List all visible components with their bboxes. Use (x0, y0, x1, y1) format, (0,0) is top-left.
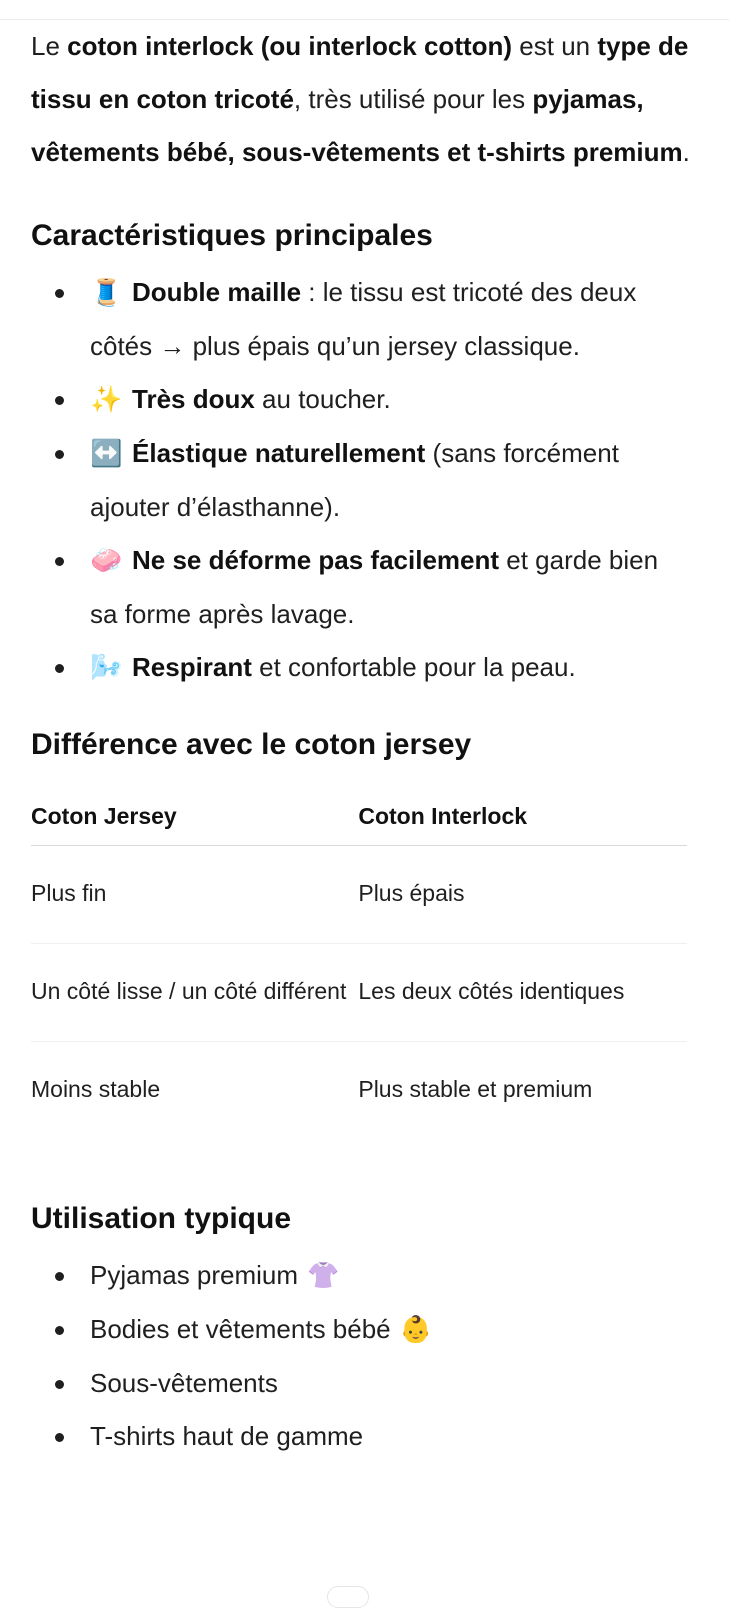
bullet-dot (55, 1433, 64, 1442)
sparkles-icon: ✨ (90, 385, 123, 415)
scroll-to-bottom-button[interactable] (327, 1586, 369, 1608)
tshirt-icon: 👚 (307, 1261, 340, 1291)
wind-icon: 🌬️ (90, 653, 123, 683)
intro-text: est un (512, 31, 598, 61)
cell-jersey: Plus fin (31, 846, 358, 944)
list-item-text: (sans forcément ajouter d’élasthanne). (90, 438, 619, 522)
list-item (31, 427, 691, 534)
list-item-text: Bodies et vêtements bébé (90, 1314, 398, 1344)
bullet-dot (55, 1272, 64, 1281)
list-item (31, 534, 691, 641)
caracteristiques-list (31, 266, 691, 695)
cell-interlock: Plus épais (358, 846, 687, 944)
table-header-row (31, 785, 687, 846)
section-heading-difference: Différence avec le coton jersey (31, 728, 472, 761)
bullet-dot (55, 557, 64, 566)
intro-text: Le (31, 31, 68, 61)
list-item-text: : le tissu est tricoté des deux côtés → plus épais qu’un jersey classique. (90, 277, 637, 361)
utilisation-list (31, 1249, 691, 1463)
column-header-interlock: Coton Interlock (358, 785, 687, 846)
list-item-bold: Respirant (132, 652, 252, 682)
list-item-text: au toucher. (254, 384, 391, 414)
list-item-bold: Très doux (132, 384, 255, 414)
section-heading-caracteristiques: Caractéristiques principales (31, 219, 433, 252)
intro-paragraph (31, 20, 691, 179)
cell-interlock: Plus stable et premium (358, 1076, 593, 1102)
intro-bold: pyjamas, vêtements bébé, sous-vêtements et t-shirts premium (31, 84, 683, 167)
intro-text: . (682, 137, 690, 167)
bullet-dot (55, 289, 64, 298)
bullet-dot (55, 1380, 64, 1389)
bullet-dot (55, 1326, 64, 1335)
table-row (31, 1042, 687, 1140)
intro-bold: type de tissu en coton tricoté (31, 31, 689, 114)
bullet-dot (55, 396, 64, 405)
list-item (31, 1410, 691, 1463)
section-heading-utilisation: Utilisation typique (31, 1202, 292, 1235)
bullet-dot (55, 450, 64, 459)
thread-spool-icon: 🧵 (90, 278, 123, 308)
table-row (31, 846, 687, 944)
list-item-text: et garde bien sa forme après lavage. (90, 545, 659, 629)
left-right-arrow-icon: ↔️ (90, 439, 123, 469)
list-item-bold: Double maille (132, 277, 302, 307)
list-item-text: et confortable pour la peau. (251, 652, 576, 682)
list-item (31, 266, 691, 373)
list-item (31, 641, 691, 695)
list-item (31, 1249, 691, 1303)
list-item-text: Pyjamas premium (90, 1260, 306, 1290)
list-item-bold: Ne se déforme pas facilement (132, 545, 500, 575)
cell-jersey: Moins stable (31, 1076, 161, 1102)
list-item (31, 1357, 691, 1410)
list-item-bold: Élastique naturellement (132, 438, 426, 468)
intro-bold: coton interlock (ou interlock cotton) (67, 31, 513, 61)
list-item-text: Sous-vêtements (90, 1368, 278, 1398)
table-row (31, 944, 687, 1042)
cell-jersey: Un côté lisse / un côté différent (31, 944, 358, 1042)
list-item-text: T-shirts haut de gamme (90, 1421, 364, 1451)
intro-text: , très utilisé pour les (293, 84, 533, 114)
list-item (31, 1303, 691, 1357)
baby-icon: 👶 (399, 1315, 433, 1345)
message-content (31, 20, 691, 1463)
soap-icon: 🧼 (90, 546, 123, 576)
bullet-dot (55, 664, 64, 673)
comparison-table (31, 785, 687, 1139)
column-header-jersey: Coton Jersey (31, 785, 358, 846)
list-item (31, 373, 691, 427)
cell-interlock: Les deux côtés identiques (358, 944, 687, 1042)
